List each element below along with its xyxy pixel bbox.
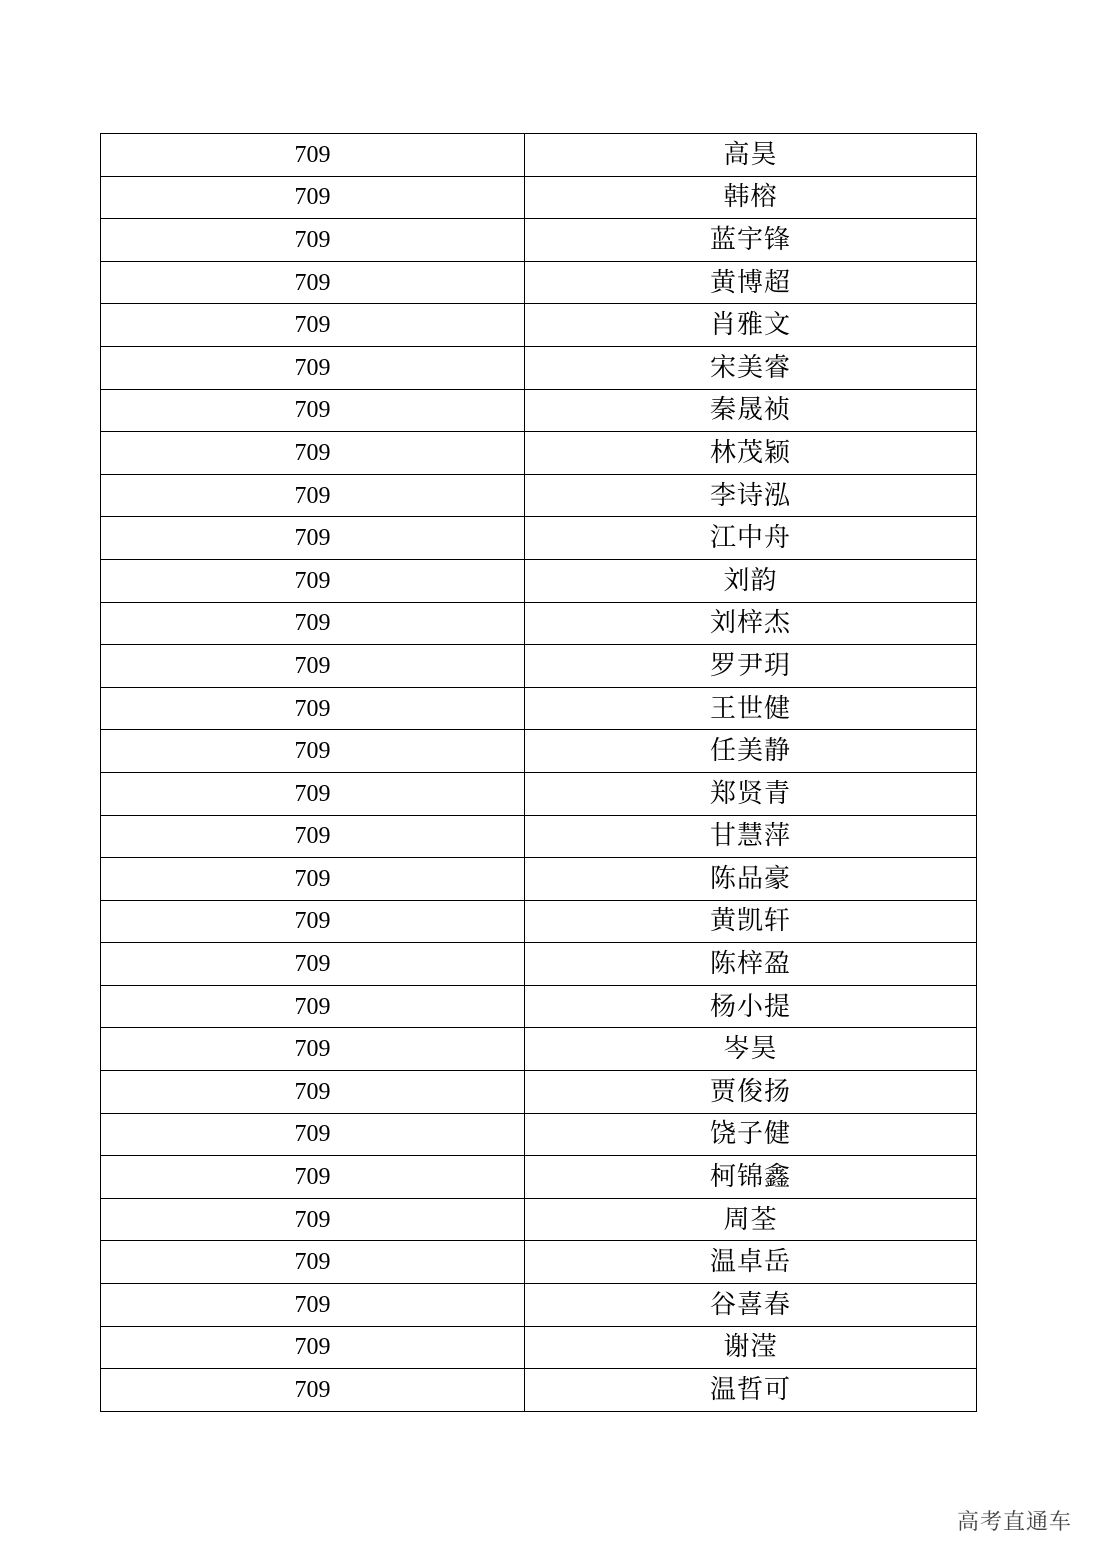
name-cell: 黄博超 xyxy=(525,261,977,304)
score-cell: 709 xyxy=(101,1113,525,1156)
name-cell: 温卓岳 xyxy=(525,1241,977,1284)
score-cell: 709 xyxy=(101,772,525,815)
score-cell: 709 xyxy=(101,389,525,432)
score-cell: 709 xyxy=(101,1071,525,1114)
table-row xyxy=(101,219,977,262)
score-cell: 709 xyxy=(101,517,525,560)
score-cell: 709 xyxy=(101,1028,525,1071)
table-row xyxy=(101,1071,977,1114)
name-cell: 王世健 xyxy=(525,687,977,730)
name-cell: 柯锦鑫 xyxy=(525,1156,977,1199)
table-row xyxy=(101,1028,977,1071)
name-cell: 江中舟 xyxy=(525,517,977,560)
score-cell: 709 xyxy=(101,1198,525,1241)
table-row xyxy=(101,1198,977,1241)
name-cell: 黄凯轩 xyxy=(525,900,977,943)
score-cell: 709 xyxy=(101,432,525,475)
score-cell: 709 xyxy=(101,1241,525,1284)
name-cell: 饶子健 xyxy=(525,1113,977,1156)
name-cell: 高昊 xyxy=(525,134,977,177)
table-row xyxy=(101,772,977,815)
score-cell: 709 xyxy=(101,304,525,347)
score-cell: 709 xyxy=(101,559,525,602)
table-row xyxy=(101,1284,977,1327)
score-cell: 709 xyxy=(101,730,525,773)
score-cell: 709 xyxy=(101,815,525,858)
table-row xyxy=(101,1326,977,1369)
score-cell: 709 xyxy=(101,985,525,1028)
score-table xyxy=(100,133,977,1412)
name-cell: 周荃 xyxy=(525,1198,977,1241)
table-row xyxy=(101,517,977,560)
table-row xyxy=(101,602,977,645)
name-cell: 刘梓杰 xyxy=(525,602,977,645)
name-cell: 任美静 xyxy=(525,730,977,773)
table-row xyxy=(101,559,977,602)
score-cell: 709 xyxy=(101,687,525,730)
name-cell: 温哲可 xyxy=(525,1369,977,1412)
score-cell: 709 xyxy=(101,261,525,304)
name-cell: 宋美睿 xyxy=(525,346,977,389)
name-cell: 韩榕 xyxy=(525,176,977,219)
table-row xyxy=(101,176,977,219)
table-row xyxy=(101,1369,977,1412)
table-row xyxy=(101,943,977,986)
table-row xyxy=(101,900,977,943)
score-cell: 709 xyxy=(101,1284,525,1327)
name-cell: 贾俊扬 xyxy=(525,1071,977,1114)
table-row xyxy=(101,1241,977,1284)
score-cell: 709 xyxy=(101,176,525,219)
table-row xyxy=(101,858,977,901)
score-cell: 709 xyxy=(101,602,525,645)
score-cell: 709 xyxy=(101,1369,525,1412)
name-cell: 谢滢 xyxy=(525,1326,977,1369)
score-cell: 709 xyxy=(101,943,525,986)
table-body xyxy=(101,134,977,1412)
score-cell: 709 xyxy=(101,134,525,177)
table-row xyxy=(101,346,977,389)
score-cell: 709 xyxy=(101,474,525,517)
table-row xyxy=(101,687,977,730)
table-row xyxy=(101,134,977,177)
table-row xyxy=(101,645,977,688)
name-cell: 杨小提 xyxy=(525,985,977,1028)
name-cell: 秦晟祯 xyxy=(525,389,977,432)
name-cell: 蓝宇锋 xyxy=(525,219,977,262)
score-cell: 709 xyxy=(101,346,525,389)
score-cell: 709 xyxy=(101,900,525,943)
table-row xyxy=(101,730,977,773)
name-cell: 甘慧萍 xyxy=(525,815,977,858)
name-cell: 谷喜春 xyxy=(525,1284,977,1327)
score-cell: 709 xyxy=(101,219,525,262)
table-row xyxy=(101,1156,977,1199)
score-cell: 709 xyxy=(101,1156,525,1199)
table-row xyxy=(101,1113,977,1156)
table-row xyxy=(101,474,977,517)
name-cell: 李诗泓 xyxy=(525,474,977,517)
name-cell: 郑贤青 xyxy=(525,772,977,815)
name-cell: 罗尹玥 xyxy=(525,645,977,688)
name-cell: 刘韵 xyxy=(525,559,977,602)
score-cell: 709 xyxy=(101,858,525,901)
table-row xyxy=(101,815,977,858)
name-cell: 陈品豪 xyxy=(525,858,977,901)
table-row xyxy=(101,304,977,347)
table-row xyxy=(101,985,977,1028)
score-cell: 709 xyxy=(101,645,525,688)
name-cell: 岑昊 xyxy=(525,1028,977,1071)
score-cell: 709 xyxy=(101,1326,525,1369)
name-cell: 陈梓盈 xyxy=(525,943,977,986)
name-cell: 林茂颖 xyxy=(525,432,977,475)
name-cell: 肖雅文 xyxy=(525,304,977,347)
table-row xyxy=(101,389,977,432)
watermark-text: 高考直通车 xyxy=(956,1510,1072,1535)
table-row xyxy=(101,432,977,475)
table-row xyxy=(101,261,977,304)
